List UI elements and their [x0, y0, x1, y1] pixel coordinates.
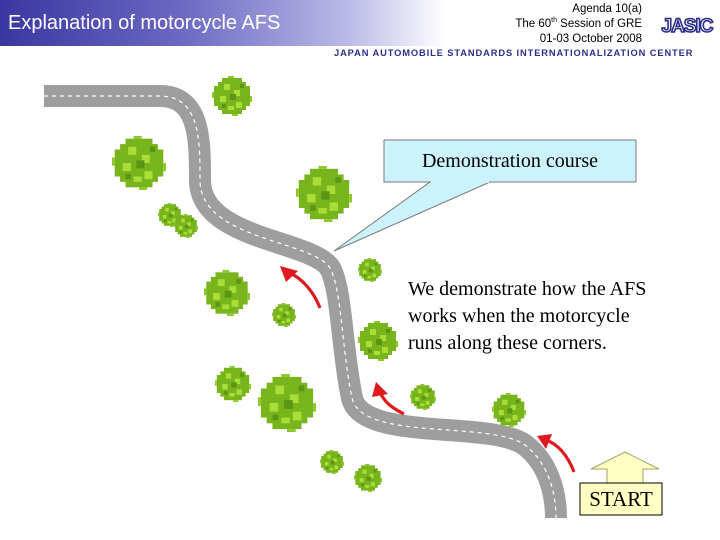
description-line: works when the motorcycle [408, 305, 630, 327]
callout-label: Demonstration course [421, 149, 599, 172]
slide-title: Explanation of motorcycle AFS [8, 12, 281, 34]
tree [202, 268, 253, 319]
session-suffix: Session of GRE [556, 18, 642, 30]
tree [293, 163, 355, 225]
tree [357, 257, 383, 283]
dates-line: 01-03 October 2008 [539, 33, 642, 45]
start-label: START [589, 486, 653, 511]
direction-arrow-head [280, 266, 298, 282]
session-prefix: The 60 [515, 18, 552, 30]
description-line: We demonstrate how the AFS [408, 278, 647, 300]
tree [353, 463, 384, 494]
tree [319, 449, 345, 475]
session-ordinal: th [551, 17, 557, 25]
logo-text: JASIC [661, 16, 713, 37]
description [408, 276, 708, 357]
tree [255, 371, 319, 435]
tree [490, 391, 527, 428]
tree [210, 74, 254, 118]
organization-name: JAPAN AUTOMOBILE STANDARDS INTERNATIONALIZATION CENTER [334, 48, 694, 58]
description-line: runs along these corners. [408, 332, 607, 354]
direction-arrow-head [372, 382, 388, 397]
agenda-line: Agenda 10(a) [572, 3, 642, 15]
tree [271, 302, 297, 328]
tree [109, 133, 168, 192]
direction-arrow [288, 272, 320, 308]
tree [356, 319, 400, 363]
callout-pointer [334, 182, 490, 251]
tree [213, 364, 253, 404]
tree [409, 383, 438, 412]
start-arrow [591, 452, 659, 484]
